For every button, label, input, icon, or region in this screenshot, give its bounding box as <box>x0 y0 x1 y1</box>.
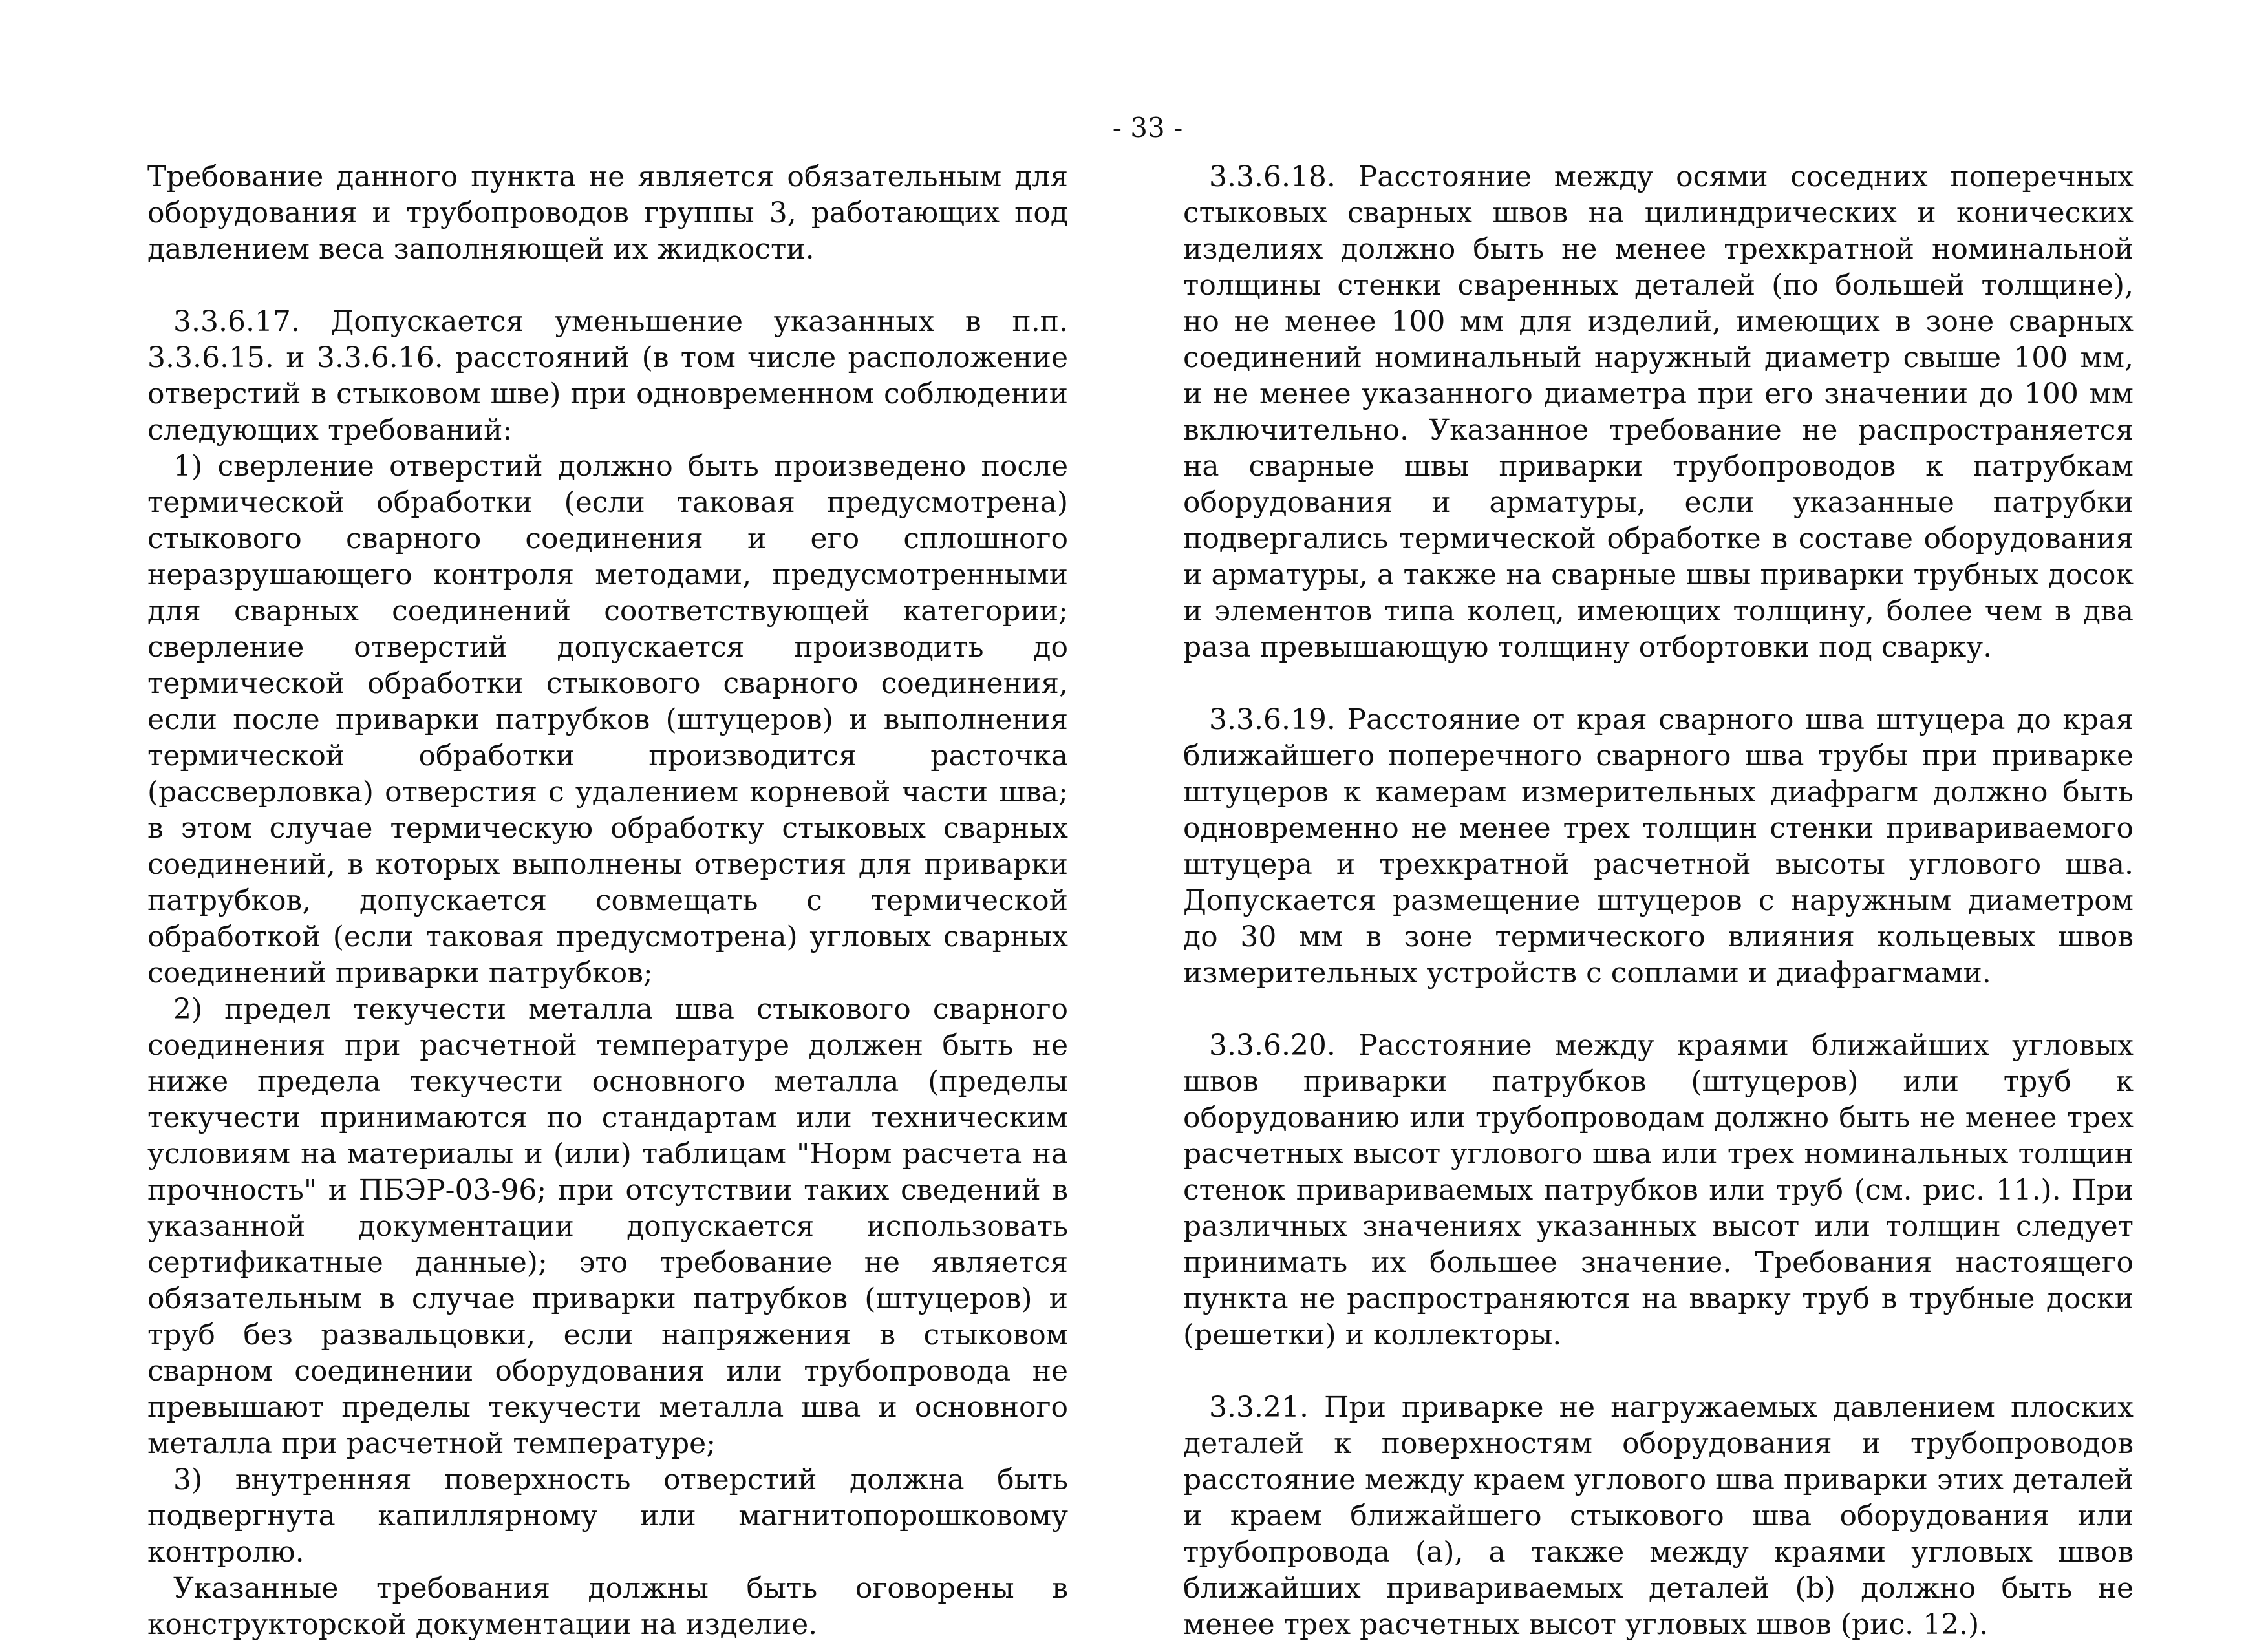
list-item-3: 3) внутренняя поверхность отверстий должна быть подвергнута капиллярному или магнитопорошковому контролю. <box>147 1463 1068 1569</box>
page-number: - 33 - <box>1112 112 1183 143</box>
paragraph-3-3-6-17: 3.3.6.17. Допускается уменьшение указанных в п.п. 3.3.6.15. и 3.3.6.16. расстояний (в том числе расположение отверстий в стыковом шве) при одновременном соблюдении следующих требований: <box>147 305 1068 447</box>
paragraph-3-3-6-19: 3.3.6.19. Расстояние от края сварного шва штуцера до края ближайшего поперечного сварного шва трубы при приварке штуцеров к камерам измерительных диафрагм должно быть одновременно не менее трех толщин стенки привариваемого штуцера и трехкратной расчетной высоты углового шва. Допускается размещение штуцеров с наружным диаметром до 30 мм в зоне термического влияния кольцевых швов измерительных устройств с соплами и диафрагмами. <box>1183 703 2134 990</box>
right-column <box>1183 159 2134 1643</box>
paragraph-3-3-21: 3.3.21. При приварке не нагружаемых давлением плоских деталей к поверхностям оборудования и трубопроводов расстояние между краем углового шва приварки этих деталей и краем ближайшего стыкового шва оборудования или трубопровода (а), а также между краями угловых швов ближайших привариваемых деталей (b) должно быть не менее трех расчетных высот угловых швов (рис. 12.). <box>1183 1391 2134 1641</box>
paragraph-3-3-6-20: 3.3.6.20. Расстояние между краями ближайших угловых швов приварки патрубков (штуцеров) или труб к оборудованию или трубопроводам должно быть не менее трех расчетных высот углового шва или трех номинальных толщин стенок привариваемых патрубков или труб (см. рис. 11.). При различных значениях указанных высот или толщин следует принимать их большее значение. Требования настоящего пункта не распространяются на вварку труб в трубные доски (решетки) и коллекторы. <box>1183 1029 2134 1352</box>
paragraph-requirements-note: Указанные требования должны быть оговорены в конструкторской документации на изделие. <box>147 1572 1068 1641</box>
paragraph-group3-note: Требование данного пункта не является обязательным для оборудования и трубопроводов группы 3, работающих под давлением веса заполняющей их жидкости. <box>147 160 1068 266</box>
left-column <box>147 159 1068 1643</box>
list-item-1: 1) сверление отверстий должно быть произведено после термической обработки (если таковая предусмотрена) стыкового сварного соединения и его сплошного неразрушающего контроля методами, предусмотренными для сварных соединений соответствующей категории; сверление отверстий допускается производить до термической обработки стыкового сварного соединения, если после приварки патрубков (штуцеров) и выполнения термической обработки производится расточка (рассверловка) отверстия с удалением корневой части шва; в этом случае термическую обработку стыковых сварных соединений, в которых выполнены отверстия для приварки патрубков, допускается совмещать с термической обработкой (если таковая предусмотрена) угловых сварных соединений приварки патрубков; <box>147 450 1068 990</box>
list-item-2: 2) предел текучести металла шва стыкового сварного соединения при расчетной температуре должен быть не ниже предела текучести основного металла (пределы текучести принимаются по стандартам или техническим условиям на материалы и (или) таблицам "Норм расчета на прочность" и ПБЭР-03-96; при отсутствии таких сведений в указанной документации допускается использовать сертификатные данные); это требование не является обязательным в случае приварки патрубков (штуцеров) и труб без развальцовки, если напряжения в стыковом сварном соединении оборудования или трубопровода не превышают пределы текучести металла шва и основного металла при расчетной температуре; <box>147 993 1068 1460</box>
paragraph-3-3-6-18: 3.3.6.18. Расстояние между осями соседних поперечных стыковых сварных швов на цилиндрических и конических изделиях должно быть не менее трехкратной номинальной толщины стенки сваренных деталей (по большей толщине), но не менее 100 мм для изделий, имеющих в зоне сварных соединений номинальный наружный диаметр свыше 100 мм, и не менее указанного диаметра при его значении до 100 мм включительно. Указанное требование не распространяется на сварные швы приварки трубопроводов к патрубкам оборудования и арматуры, если указанные патрубки подвергались термической обработке в составе оборудования и арматуры, а также на сварные швы приварки трубных досок и элементов типа колец, имеющих толщину, более чем в два раза превышающую толщину отбортовки под сварку. <box>1183 160 2134 664</box>
